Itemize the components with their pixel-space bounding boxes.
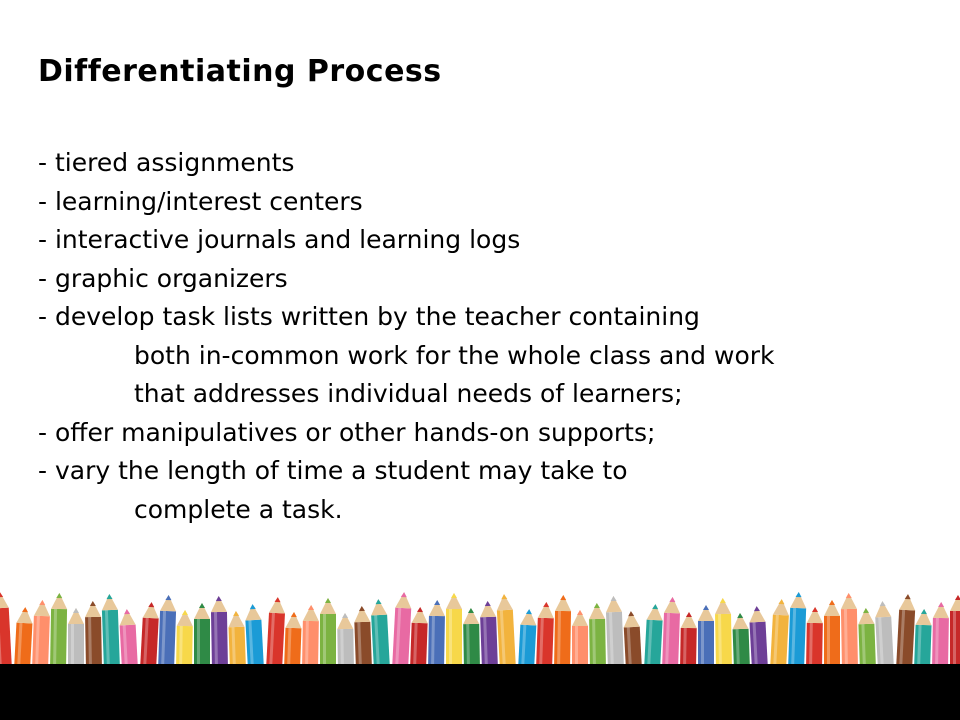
bullet-line: - offer manipulatives or other hands-on supports; (38, 417, 656, 447)
bullet-continuation-line: complete a task. (134, 494, 343, 524)
pencil (749, 606, 769, 670)
pencil (410, 607, 429, 670)
pencil (932, 602, 949, 670)
bottom-bar (0, 664, 960, 720)
pencil (176, 610, 193, 670)
pencil (858, 608, 877, 670)
pencil (623, 611, 643, 670)
bullet-line: - learning/interest centers (38, 186, 363, 216)
pencil (158, 595, 177, 670)
pencil (715, 598, 732, 670)
bullet-line: - interactive journals and learning logs (38, 225, 521, 254)
pencil (769, 599, 789, 670)
pencil (13, 607, 33, 670)
bullet-list (38, 144, 938, 529)
pencil (0, 592, 13, 670)
pencil (284, 612, 302, 670)
pencil (446, 593, 462, 670)
pencil (895, 594, 915, 670)
pencil (662, 597, 681, 670)
pencil (680, 612, 697, 670)
pencil (480, 601, 499, 670)
pencil (50, 593, 68, 670)
pencil (245, 604, 265, 670)
pencil (139, 602, 159, 670)
pencil (302, 605, 319, 670)
bullet-continuation-line: that addresses individual needs of learners; (134, 379, 683, 408)
pencil (914, 609, 932, 670)
pencil (354, 606, 373, 670)
pencil (101, 594, 120, 670)
pencil (572, 610, 588, 670)
pencil (554, 595, 571, 670)
bullet-continuation-line: both in-common work for the whole class and work (134, 340, 775, 370)
pencil (589, 603, 606, 670)
pencil (536, 602, 555, 670)
pencil (370, 599, 390, 670)
pencil (874, 601, 894, 670)
pencil (391, 592, 412, 670)
pencil (841, 593, 859, 670)
bullet-line: - tiered assignments (38, 148, 295, 177)
pencil (211, 596, 228, 670)
colored-pencils-decoration (0, 580, 960, 670)
bullet-line: - vary the length of time a student may take to (38, 456, 628, 485)
pencil (85, 601, 102, 670)
pencil (950, 595, 960, 670)
slide-title: Differentiating Process (38, 54, 442, 89)
pencil (265, 597, 285, 670)
pencil (337, 613, 354, 670)
pencil (32, 600, 51, 670)
pencil (788, 592, 807, 670)
pencil (228, 611, 246, 670)
pencil (806, 607, 823, 670)
pencil (732, 613, 750, 670)
pencil (643, 604, 663, 670)
pencil (824, 600, 840, 670)
pencil (119, 609, 139, 670)
pencil (605, 596, 624, 670)
pencil (68, 608, 84, 670)
pencil (428, 600, 445, 670)
pencil (698, 605, 714, 670)
pencil (517, 609, 537, 670)
bullet-line: - graphic organizers (38, 263, 288, 293)
pencil (496, 594, 516, 670)
pencil (320, 598, 336, 670)
bullet-line: - develop task lists written by the teacher containing (38, 302, 700, 331)
pencil (463, 608, 480, 670)
pencil (194, 603, 210, 670)
